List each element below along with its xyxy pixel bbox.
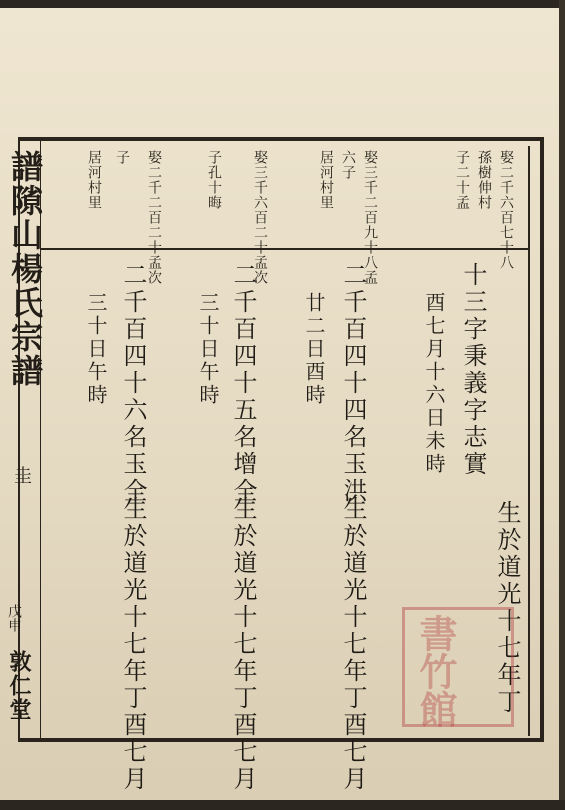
note-column: 居河村里 (86, 150, 102, 210)
note-column: 娶三千二百九十八孟 (362, 150, 378, 285)
entry-time: 三十日午時 (84, 292, 108, 407)
entry-birth: 生於道光十七年丁酉七月 (339, 496, 367, 793)
note-column: 孫樹伸村 (476, 150, 492, 210)
note-column: 娶二千二百二十孟次 (146, 150, 162, 285)
entry-head: 二千百四十五名增全 (229, 262, 257, 505)
entry-head: 二千百四十四名玉洪 (339, 262, 367, 505)
note-column: 六子 (340, 150, 356, 180)
note-column: 子 (114, 150, 130, 165)
page-edge-top (0, 0, 565, 8)
note-column: 子孔十晦 (206, 150, 222, 210)
entry-birth: 生於道光十七年丁 (493, 500, 521, 716)
note-column: 娶二千六百七十八 (498, 150, 514, 270)
hall-date: 戊申 (6, 604, 22, 632)
note-column: 娶三千六百二十孟次 (252, 150, 268, 285)
note-column: 居河村里 (318, 150, 334, 210)
hall-name: 敦仁堂 (6, 650, 32, 722)
seal-stamp-text: 書竹館 (413, 614, 458, 728)
entry-head: 二千百四十六名玉全 (119, 262, 147, 505)
page-edge-bottom (0, 800, 565, 810)
entry-time: 三十日午時 (196, 292, 220, 407)
entry-time: 廿二日酉時 (302, 292, 326, 407)
book-title: 譜𨻶山楊氏宗譜 (6, 150, 44, 388)
entry-birth: 生於道光十七年丁酉七月 (119, 496, 147, 793)
note-column: 子二十孟 (454, 150, 470, 210)
frame-inner-right-line (528, 146, 530, 736)
page-number: 圭 (11, 466, 32, 484)
register-band-line (40, 248, 530, 250)
page-edge-right (559, 0, 565, 810)
entry-birth: 生於道光十七年丁酉七月 (229, 496, 257, 793)
entry-time: 酉七月十六日未時 (422, 292, 446, 476)
entry-head: 十三字秉義字志實 (459, 262, 487, 478)
